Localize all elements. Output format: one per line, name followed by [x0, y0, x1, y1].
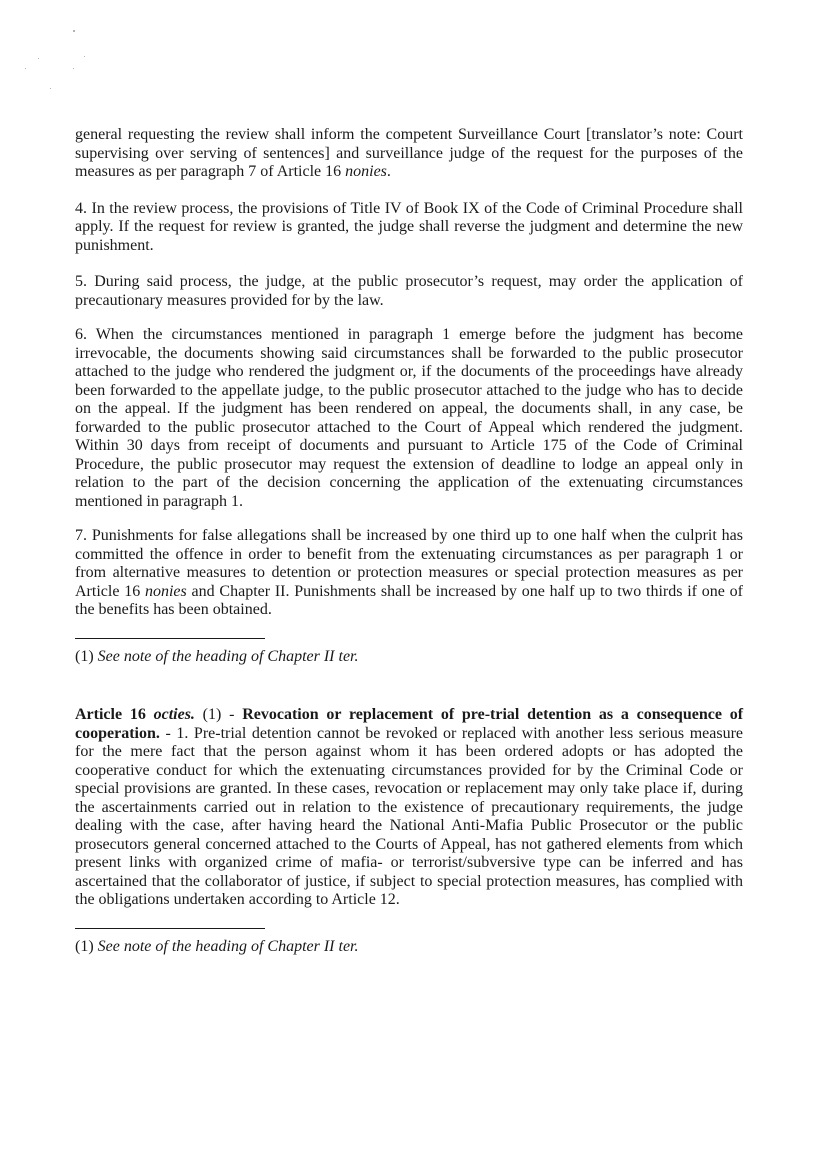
article-ref: (1) - [194, 706, 243, 723]
footnote [75, 648, 743, 667]
scan-speck [25, 68, 26, 69]
paragraph-5: 5. During said process, the judge, at the public prosecutor’s request, may order the application of precautionary measures provided for by the law. [75, 273, 743, 309]
scan-speck [73, 68, 74, 69]
italic-term: nonies [345, 163, 387, 180]
paragraph-6: 6. When the circumstances mentioned in paragraph 1 emerge before the judgment has become irrevocable, the documents showing said circumstances shall be forwarded to the public prosecutor attached to the judge who rendered the judgment or, if the documents of the proceedings have already been forwarded to the appellate judge, to the public prosecutor attached to the judge who has to decide on the appeal. If the judgment has been rendered on appeal, the documents shall, in any case, be forwarded to the public prosecutor attached to the Court of Appeal which rendered the judgment. Within 30 days from receipt of documents and pursuant to Article 175 of the Code of Criminal Procedure, the public prosecutor may request the extension of deadline to lodge an appeal only in relation to the part of the decision concerning the application of the extenuating circumstances mentioned in paragraph 1. [75, 326, 743, 510]
paragraph-text: . [386, 163, 391, 180]
paragraph-7 [75, 527, 743, 620]
paragraph-text: 7. Punishments for false allegations shall be increased by one third up to one half when the culprit has committed the offence in order to benefit from the extenuating circumstances as per paragraph 1 or from alternative measures to detention or protection measures or special protection measures as per Article 16 [75, 527, 743, 600]
article-heading [75, 706, 195, 723]
scan-speck [73, 30, 75, 32]
paragraph-text: general requesting the review shall inform the competent Surveillance Court [translator’s note: Court supervising over serving of sentences] and surveillance judge of the request for the purposes of the measures as per paragraph 7 of Article 16 [75, 126, 743, 180]
scan-speck [84, 56, 85, 57]
article-title: Revocation or replacement of pre-trial detention as a consequence of cooperation. [75, 706, 744, 742]
paragraph-3-continued [75, 126, 743, 182]
footnote-text: See note of the heading of Chapter II ter. [97, 937, 359, 955]
footnote-marker: (1) [75, 647, 98, 665]
italic-term: nonies [144, 582, 187, 600]
footnote [75, 938, 743, 957]
article-number: Article 16 [75, 706, 154, 723]
scan-speck [50, 88, 51, 89]
footnote-text: See note of the heading of Chapter II ter. [97, 647, 359, 665]
scan-speck [38, 58, 39, 59]
footnote-divider [75, 928, 265, 929]
document-body [75, 126, 743, 956]
article-body: - 1. Pre-trial detention cannot be revoked or replaced with another less serious measure for the mere fact that the person against whom it has been ordered adopts or has adopted the cooperative conduct for which the extenuating circumstances provided for by the Criminal Code or special provisions are granted. In these cases, revocation or replacement may only take place if, during the ascertainments carried out in relation to the existence of precautionary requirements, the judge dealing with the case, after having heard the National Anti-Mafia Public Prosecutor or the public prosecutors general concerned attached to the Courts of Appeal, has not gathered elements from which present links with organized crime of mafia- or terrorist/subversive type can be inferred and has ascertained that the collaborator of justice, if subject to special protection measures, has complied with the obligations undertaken according to Article 12. [75, 724, 743, 908]
footnote-marker: (1) [75, 937, 98, 955]
article-16-octies [75, 706, 743, 910]
article-suffix: octies. [153, 706, 195, 723]
paragraph-4: 4. In the review process, the provisions of Title IV of Book IX of the Code of Criminal Procedure shall apply. If the request for review is granted, the judge shall reverse the judgment and determine the new punishment. [75, 199, 743, 254]
footnote-divider [75, 638, 265, 639]
paragraph-text: and Chapter II. Punishments shall be increased by one half up to two thirds if one of the benefits has been obtained. [75, 582, 743, 618]
